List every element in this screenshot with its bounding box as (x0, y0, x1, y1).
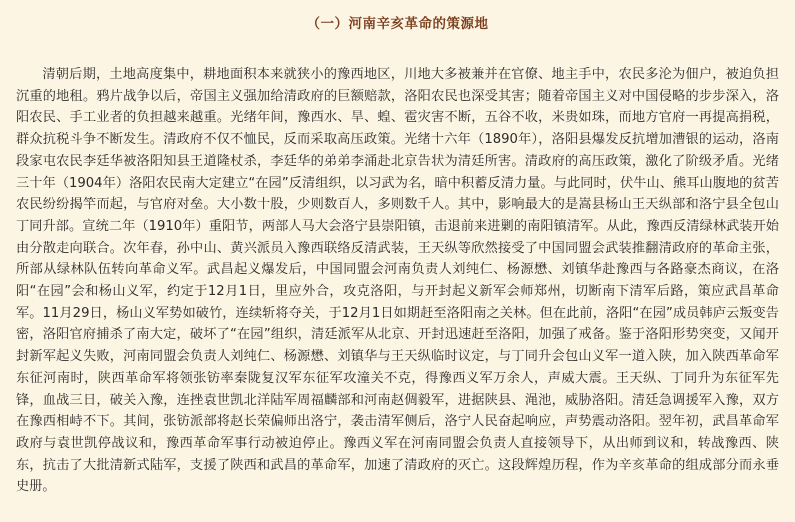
section-title: （一）河南辛亥革命的策源地 (306, 16, 489, 33)
article-paragraph: 清朝后期，土地高度集中，耕地面积本来就狭小的豫西地区，川地大多被兼并在官僚、地主手中，农民多沦为佃户，被迫负担沉重的地租。鸦片战争以后，帝国主义强加给清政府的巨额赔款，洛阳农民也深受其害；随着帝国主义对中国侵略的步步深入，洛阳农民、手工业者的负担越来越重。光绪年间，豫西水、旱、蝗、雹灾害不断，五谷不收，米贵如珠，而地方官府一再提高捐税，群众抗税斗争不断发生。清政府不仅不恤民，反而采取高压政策。光绪十六年（1890年），洛阳县爆发反抗增加漕银的运动，洛南段家屯农民李廷华被洛阳知县王道隆杖杀，李廷华的弟弟李涌赴北京告状为清廷所害。清政府的高压政策，激化了阶级矛盾。光绪三十年（1904年）洛阳农民南大定建立“在园”反清组织，以习武为名，暗中积蓄反清力量。与此同时，伏牛山、熊耳山腹地的贫苦农民纷纷揭竿而起，与官府对垒。大小数十股，少则数百人，多则数千人。其中，影响最大的是嵩县杨山王天纵部和洛宁县全包山丁同升部。宣统二年（1910年）重阳节，两部人马大会洛宁县崇阳镇，击退前来进剿的南阳镇清军。从此，豫西反清绿林武装开始由分散走向联合。次年春，孙中山、黄兴派员入豫西联络反清武装，王天纵等欣然接受了中国同盟会武装推翻清政府的革命主张，所部从绿林队伍转向革命义军。武昌起义爆发后，中国同盟会河南负责人刘纯仁、杨源懋、刘镇华赴豫西与各路豪杰商议，在洛阳“在园”会和杨山义军，约定于12月1日，里应外合，攻克洛阳，与开封起义新军会师郑州，切断南下清军后路，策应武昌革命军。11月29日，杨山义军势如破竹，连续斩将夺关，于12月1日如期赶至洛阳南之关林。但在此前，洛阳“在园”成员韩庐云叛变告密，洛阳官府捕杀了南大定，破坏了“在园”组织，清廷派军从北京、开封迅速赶至洛阳，加强了戒备。鉴于洛阳形势突变，又闻开封新军起义失败，河南同盟会负责人刘纯仁、杨源懋、刘镇华与王天纵临时议定，与丁同升会包山义军一道入陕，加入陕西革命军东征河南时，陕西革命军将领张钫率秦陇复汉军东征军攻潼关不克，得豫西义军万余人，声威大震。王天纵、丁同升为东征军先锋，血战三日，破关入豫，连挫袁世凯北洋陆军周福麟部和河南赵倜毅军，进据陕县、渑池，威胁洛阳。清廷急调援军入豫，双方在豫西相峙不下。其间，张钫派部将赵长荣偏师出洛宁，袭击清军侧后，洛宁人民奋起响应，声势震动洛阳。翌年初，武昌革命军政府与袁世凯停战议和，豫西革命军事行动被迫停止。豫西义军在河南同盟会负责人直接领导下，从出师到议和，转战豫西、陕东，抗击了大批清新式陆军，支援了陕西和武昌的革命军，加速了清政府的灭亡。这段辉煌历程，作为辛亥革命的组成部分而永垂史册。 (16, 67, 779, 495)
